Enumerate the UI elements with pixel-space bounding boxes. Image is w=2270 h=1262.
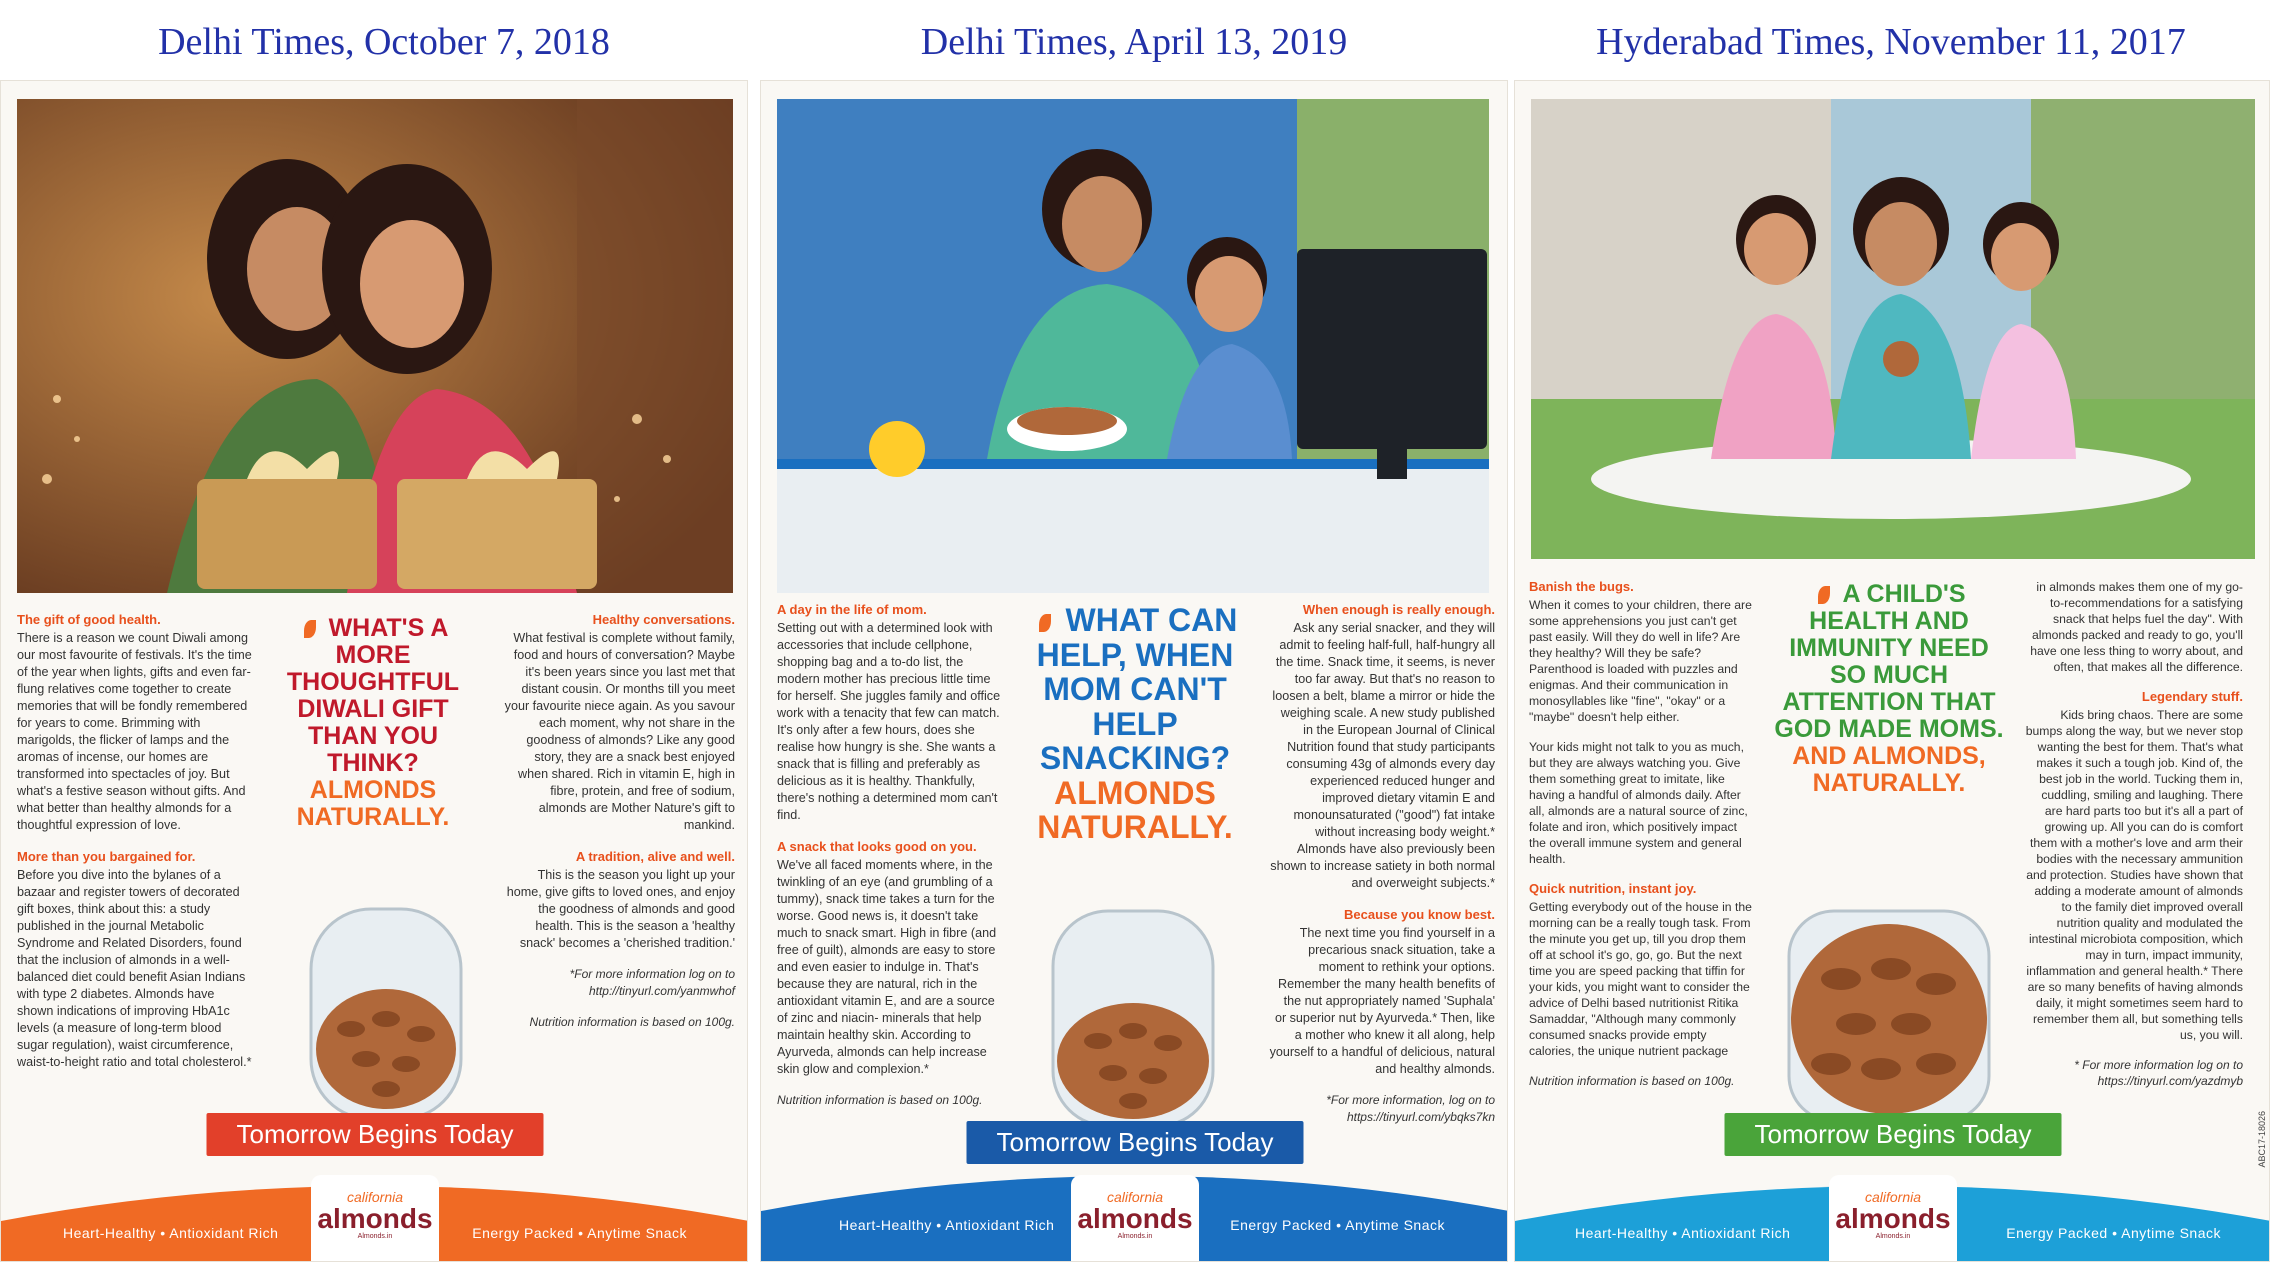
headline	[273, 615, 473, 831]
leaf-icon	[1039, 614, 1051, 632]
paragraph: What festival is complete without family, food and hours of conversation? Maybe it's been years since you last met that distant cousin. Or months till you meet your favourite niece again. As you savour each moment, why not share in the goodness of almonds? Like any good story, they are a snack best enjoyed when shared. Rich in vitamin E, high in fibre, protein, and free of sodium, almonds are Mother Nature's gift to mankind.	[504, 631, 735, 832]
footnote: * For more information log on to https://tinyurl.com/yazdmyb	[2074, 1058, 2243, 1088]
tagline-ribbon: Tomorrow Begins Today	[967, 1121, 1304, 1164]
subhead: Healthy conversations.	[592, 612, 735, 627]
subhead: More than you bargained for.	[17, 849, 196, 864]
footnote: Nutrition information is based on 100g.	[777, 1093, 983, 1107]
caption-3: Hyderabad Times, November 11, 2017	[1596, 21, 2186, 63]
headline	[1017, 603, 1253, 845]
almond-jar-image	[271, 899, 501, 1134]
ad-panel-child-immunity	[1514, 80, 2270, 1262]
left-column	[777, 601, 1002, 1123]
subhead: A day in the life of mom.	[777, 602, 927, 617]
subhead: Banish the bugs.	[1529, 579, 1634, 594]
footnote: Nutrition information is based on 100g.	[1529, 1074, 1735, 1088]
california-almonds-logo: california almonds Almonds.in	[311, 1175, 439, 1261]
photo-mom-and-son	[777, 99, 1489, 593]
headline-answer: AND ALMONDS, NATURALLY.	[1792, 742, 1986, 797]
headline-answer: ALMONDS NATURALLY.	[296, 776, 450, 831]
paragraph: We've all faced moments where, in the twinkling of an eye (and grumbling of a tummy), snack time takes a turn for the worse. Good news is, it doesn't take much to snack smart. High in fibre (and free of guilt), almonds are easy to store and even easier to indulge in. That's because they are natural, rich in the antioxidant vitamin E, and are a source of zinc and niacin- minerals that help maintain healthy skin. According to Ayurveda, almonds can help increase skin glow and complexion.*	[777, 858, 997, 1076]
paragraph: This is the season you light up your home, give gifts to loved ones, and enjoy the goodness of almonds and good health. This is the season a 'healthy snack' becomes a 'cherished tradition.'	[506, 868, 735, 950]
leaf-icon	[304, 620, 316, 638]
footnote: Nutrition information is based on 100g.	[529, 1015, 735, 1029]
ad-panel-mom-snacking	[760, 80, 1508, 1262]
footnote: *For more information log on to http://tinyurl.com/yanmwhof	[569, 967, 735, 998]
ad-footer	[761, 1111, 1508, 1261]
tag-right: Energy Packed • Anytime Snack	[472, 1225, 687, 1241]
paragraph: Kids bring chaos. There are some bumps along the way, but we never stop wanting the best for them. That's what makes it such a tough job. Kind of, the best job in the world. Tucking them in, cuddling, smiling and laughing. There are hard parts too but it's all a part of growing up. All you can do is comfort them with a mother's love and arm their bodies with the necessary ammunition and protection. Studies have shown that adding a moderate amount of almonds to the family diet improved overall nutrition quality and modulated the intestinal microbiota composition, which may in turn, impact immunity, inflammation and general health.* There are so many benefits of having almonds daily, it might sometimes seem hard to remember them all, but something tells us, you will.	[2025, 708, 2243, 1042]
headline-answer: ALMONDS NATURALLY.	[1037, 774, 1233, 846]
footnote: *For more information, log on to https://tinyurl.com/ybqks7kn	[1326, 1093, 1495, 1124]
headline	[1771, 581, 2007, 797]
ad-footer	[1, 1111, 748, 1261]
almond-jar-image	[1023, 901, 1243, 1136]
ad-panel-diwali	[0, 80, 748, 1262]
tag-right: Energy Packed • Anytime Snack	[1230, 1217, 1445, 1233]
tag-left: Heart-Healthy • Antioxidant Rich	[839, 1217, 1055, 1233]
caption-1: Delhi Times, October 7, 2018	[158, 21, 610, 63]
leaf-icon	[1818, 586, 1830, 604]
tag-left: Heart-Healthy • Antioxidant Rich	[63, 1225, 279, 1241]
tag-right: Energy Packed • Anytime Snack	[2006, 1225, 2221, 1241]
tag-left: Heart-Healthy • Antioxidant Rich	[1575, 1225, 1791, 1241]
photo-mother-and-daughters	[1531, 99, 2255, 593]
paragraph: in almonds makes them one of my go-to-recommendations for a satisfying snack that helps fuel the day". With almonds packed and ready to go, you'll have one less thing to worry about, and often, that makes all the difference.	[2030, 580, 2243, 674]
paragraph: Setting out with a determined look with accessories that include cellphone, shopping bag and a to-do list, the modern mother has precious little time for herself. She juggles family and office work with a tenacity that few can match. It's only after a few hours, does she realise how hungry is she. She wants a snack that is filling and preferably as delicious as it is healthy. Thankfully, there's nothing a determined mom can't find.	[777, 621, 1001, 822]
paragraph: Getting everybody out of the house in the morning can be a really tough task. From the minute you get up, till you drop them off at school it's go, go, go. But the next time you are speed packing that tiffin for your kids, you might want to consider the advice of Delhi based nutritionist Ritika Samaddar, "Although many commonly consumed snacks provide empty calories, the unique nutrient package	[1529, 900, 1752, 1058]
paragraph: Your kids might not talk to you as much, but they are always watching you. Give them something great to imitate, like having a handful of almonds daily. After all, almonds are a natural source of zinc, folate and iron, which positively impact the overall immune system and general health.	[1529, 740, 1748, 866]
right-column	[501, 611, 735, 1045]
paragraph: The next time you find yourself in a precarious snack situation, take a moment to rethink your options. Remember the many health benefits of the nut appropriately named 'Suphala' or superior nut by Ayurveda.* Then, like a mother who knew it all along, help yourself to a handful of delicious, natural and healthy almonds.	[1269, 926, 1495, 1076]
california-almonds-logo: california almonds Almonds.in	[1829, 1175, 1957, 1261]
subhead: Legendary stuff.	[2141, 689, 2243, 704]
subhead: The gift of good health.	[17, 612, 161, 627]
subhead: Because you know best.	[1344, 907, 1495, 922]
headline-question: A CHILD'S HEALTH AND IMMUNITY NEED SO MUCH ATTENTION THAT GOD MADE MOMS.	[1774, 580, 2004, 743]
paragraph: Ask any serial snacker, and they will admit to feeling half-full, half-hungry all the time. Snack time, it seems, is never too far away. But that's no reason to loosen a belt, blame a mirror or hide the weighing scale. A new study published in the European Journal of Clinical Nutrition found that study participants consuming 43g of almonds every day experienced reduced hunger and improved dietary vitamin E and monounsaturated ("good") fat intake without increasing body weight.* Almonds have also previously been shown to increase satiety in both normal and overweight subjects.*	[1270, 621, 1495, 890]
california-almonds-logo: california almonds Almonds.in	[1071, 1175, 1199, 1261]
paragraph: Before you dive into the bylanes of a bazaar and register towers of decorated gift boxes, think about this: a study published in the journal Metabolic Syndrome and Related Disorders, found that the inclusion of almonds in a well-balanced diet could benefit Asian Indians with type 2 diabetes. Almonds have shown indications of improving HbA1c levels (a measure of long-term blood sugar regulation), waist circumference, waist-to-height ratio and total cholesterol.*	[17, 868, 252, 1069]
tagline-ribbon: Tomorrow Begins Today	[207, 1113, 544, 1156]
caption-2: Delhi Times, April 13, 2019	[920, 21, 1348, 63]
headline-question: WHAT CAN HELP, WHEN MOM CAN'T HELP SNACKING?	[1036, 602, 1238, 777]
right-column	[1269, 601, 1495, 1140]
subhead: A tradition, alive and well.	[575, 849, 735, 864]
headline-question: WHAT'S A MORE THOUGHTFUL DIWALI GIFT THAN YOU THINK?	[286, 614, 460, 777]
right-column	[2023, 579, 2243, 1103]
paragraph: When it comes to your children, there are some apprehensions you just can't get past easily. Will they do well in life? Are they healthy? Will they be safe? Parenthood is loaded with puzzles and enigmas. And their communication in monosyllables like "fine", "okay" or a "maybe" doesn't help either.	[1529, 598, 1752, 724]
ad-footer	[1515, 1111, 2270, 1261]
paragraph: There is a reason we count Diwali among our most favourite of festivals. It's the time of the year when lights, gifts and even far-flung relatives come together to create memories that will be fondly remembered for years to come. Brimming with marigolds, the flicker of lamps and the aromas of incense, our homes are transformed into spectacles of joy. But what's a festive season without gifts. And what better than healthy almonds for a thoughtful expression of love.	[17, 631, 252, 832]
tagline-ribbon: Tomorrow Begins Today	[1725, 1113, 2062, 1156]
subhead: A snack that looks good on you.	[777, 839, 977, 854]
side-code: ABC17-18026	[2257, 1111, 2267, 1168]
photo-women-with-gifts	[17, 99, 733, 593]
almond-jar-image	[1771, 899, 2007, 1134]
left-column	[17, 611, 252, 1085]
subhead: When enough is really enough.	[1302, 602, 1495, 617]
subhead: Quick nutrition, instant joy.	[1529, 881, 1697, 896]
left-column	[1529, 579, 1755, 1103]
